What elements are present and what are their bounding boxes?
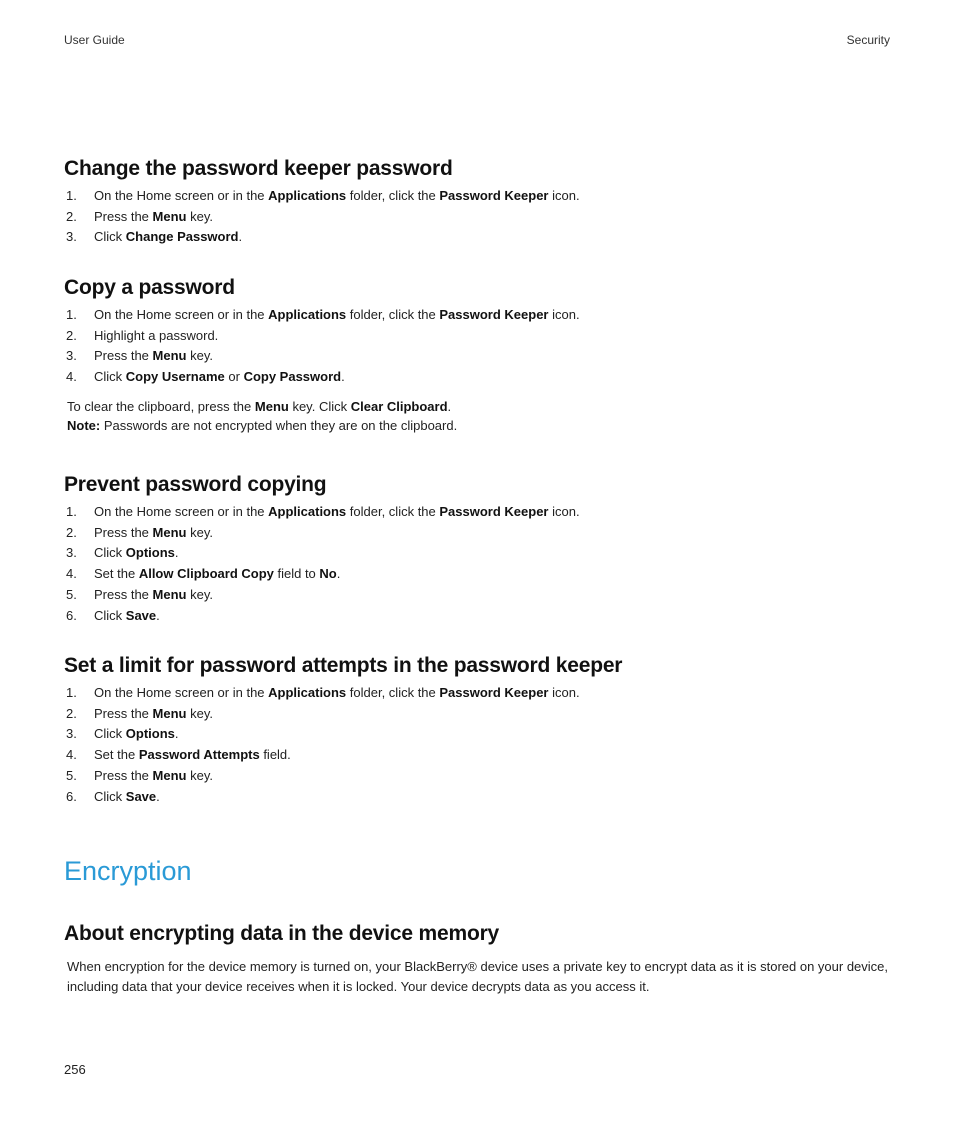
step-text: On the Home screen or in the — [94, 188, 269, 203]
step-item — [64, 564, 894, 585]
section-title: Change the password keeper password — [64, 157, 453, 180]
step-bold-term: Copy Password — [243, 369, 342, 385]
step-text: key. — [186, 705, 213, 721]
step-text: folder, click the — [346, 685, 440, 700]
step-bold-term: Menu — [152, 524, 187, 540]
step-text: On the Home screen or in the — [94, 504, 269, 519]
body-paragraph: When encryption for the device memory is turned on, your BlackBerry® device uses a private key to encrypt data as it is stored on your device, including data that your device receives when it is locked. Your device decrypts data as you access it. — [67, 959, 889, 994]
step-item — [64, 186, 894, 207]
step-item — [64, 227, 894, 248]
step-item — [64, 305, 894, 326]
step-item — [64, 766, 894, 787]
step-text: . — [156, 607, 160, 623]
step-number: 1. — [66, 188, 77, 203]
step-text: Press the — [94, 586, 153, 602]
step-list — [64, 683, 894, 807]
step-number: 1. — [66, 504, 77, 519]
section-prevent-password-copying — [64, 472, 894, 626]
step-number: 5. — [66, 767, 77, 783]
step-text: . — [336, 566, 341, 582]
step-list — [64, 186, 894, 248]
step-text: or — [224, 369, 244, 385]
note-text: Passwords are not encrypted when they are on the clipboard. — [100, 418, 458, 434]
step-number: 1. — [66, 685, 77, 700]
step-text: . — [156, 788, 160, 804]
header-guide-title: User Guide — [64, 33, 125, 47]
step-text: On the Home screen or in the — [94, 685, 269, 700]
step-number: 4. — [66, 747, 77, 763]
step-item — [64, 207, 894, 228]
step-text: Press the — [94, 208, 153, 224]
step-text: key. — [186, 767, 213, 783]
step-text: Press the — [94, 705, 153, 721]
step-text: Press the — [94, 348, 153, 364]
step-text: key. — [186, 524, 213, 540]
step-text: folder, click the — [346, 504, 440, 519]
step-bold-term: Allow Clipboard Copy — [138, 566, 274, 582]
step-item — [64, 787, 894, 808]
step-bold-term: Options — [125, 726, 175, 742]
section-copy-a-password — [64, 275, 894, 436]
step-text: On the Home screen or in the — [94, 307, 269, 322]
step-text: . — [174, 545, 179, 561]
step-text: . — [341, 369, 345, 385]
step-text: Click — [94, 369, 126, 385]
step-bold-term: Menu — [152, 705, 187, 721]
step-text: folder, click the — [346, 307, 440, 322]
step-text: Press the — [94, 767, 153, 783]
step-item — [64, 724, 894, 745]
step-text: key. — [186, 348, 213, 364]
section-change-password-keeper-password — [64, 156, 894, 248]
section-set-password-attempts-limit — [64, 653, 894, 807]
step-bold-term: Applications — [268, 188, 347, 203]
step-bold-term: Change Password — [125, 229, 239, 245]
section-about-encrypting-device-memory — [64, 921, 894, 996]
step-number: 3. — [66, 348, 77, 364]
step-number: 6. — [66, 607, 77, 623]
step-number: 4. — [66, 369, 77, 385]
step-text: . — [238, 229, 243, 245]
bold-term: Menu — [254, 398, 289, 414]
step-number: 2. — [66, 524, 77, 540]
step-bold-term: Save — [125, 788, 157, 804]
step-bold-term: No — [319, 566, 337, 582]
step-text: Click — [94, 229, 126, 245]
step-item — [64, 745, 894, 766]
step-text: field. — [259, 747, 291, 763]
step-bold-term: Copy Username — [125, 369, 225, 385]
step-text: Click — [94, 726, 126, 742]
step-item — [64, 606, 894, 627]
step-item — [64, 367, 894, 388]
step-item — [64, 683, 894, 704]
bold-term: Clear Clipboard — [350, 398, 448, 414]
step-number: 2. — [66, 208, 77, 224]
step-text: icon. — [548, 504, 580, 519]
step-text: field to — [273, 566, 320, 582]
step-text: Set the — [94, 566, 139, 582]
clear-clipboard-instruction: To clear the clipboard, press the Menu key. Click Clear Clipboard. — [67, 398, 452, 414]
step-bold-term: Applications — [268, 504, 347, 519]
step-number: 3. — [66, 545, 77, 561]
step-text: Click — [94, 788, 126, 804]
section-title: About encrypting data in the device memory — [64, 922, 500, 945]
step-text: key. — [186, 586, 213, 602]
step-bold-term: Applications — [268, 307, 347, 322]
step-list — [64, 305, 894, 388]
note-paragraph — [64, 416, 894, 436]
step-text: . — [174, 726, 179, 742]
step-number: 2. — [66, 327, 77, 343]
step-text: icon. — [548, 307, 580, 322]
step-bold-term: Menu — [152, 586, 187, 602]
step-number: 4. — [66, 566, 77, 582]
step-item — [64, 704, 894, 725]
section-title: Copy a password — [64, 276, 235, 299]
step-item — [64, 543, 894, 564]
step-text: Press the — [94, 524, 153, 540]
page-number: 256 — [64, 1062, 86, 1077]
step-bold-term: Menu — [152, 348, 187, 364]
step-text: Set the — [94, 747, 139, 763]
step-item — [64, 523, 894, 544]
step-item — [64, 346, 894, 367]
step-bold-term: Applications — [268, 685, 347, 700]
step-number: 3. — [66, 229, 77, 245]
step-bold-term: Options — [125, 545, 175, 561]
page-header — [64, 33, 890, 49]
step-bold-term: Password Attempts — [138, 747, 260, 763]
step-number: 5. — [66, 586, 77, 602]
step-list — [64, 502, 894, 626]
step-item — [64, 502, 894, 523]
step-bold-term: Password Keeper — [439, 188, 549, 203]
step-bold-term: Password Keeper — [439, 307, 549, 322]
chapter-title: Encryption — [64, 856, 192, 886]
step-bold-term: Password Keeper — [439, 504, 549, 519]
step-item — [64, 585, 894, 606]
header-chapter-name: Security — [846, 33, 890, 47]
step-bold-term: Menu — [152, 767, 187, 783]
step-bold-term: Password Keeper — [439, 685, 549, 700]
step-bold-term: Save — [125, 607, 157, 623]
section-title: Prevent password copying — [64, 473, 327, 496]
step-number: 3. — [66, 726, 77, 742]
step-number: 6. — [66, 788, 77, 804]
step-text: Click — [94, 545, 126, 561]
step-text: icon. — [548, 685, 580, 700]
step-text: folder, click the — [346, 188, 440, 203]
step-item — [64, 326, 894, 347]
step-text: Highlight a password. — [94, 327, 219, 343]
chapter-encryption — [64, 855, 894, 887]
step-text: Click — [94, 607, 126, 623]
note-label: Note: — [67, 418, 101, 434]
step-text: key. — [186, 208, 213, 224]
step-bold-term: Menu — [152, 208, 187, 224]
step-number: 1. — [66, 307, 77, 322]
step-number: 2. — [66, 705, 77, 721]
step-text: icon. — [548, 188, 580, 203]
section-title: Set a limit for password attempts in the password keeper — [64, 654, 623, 677]
